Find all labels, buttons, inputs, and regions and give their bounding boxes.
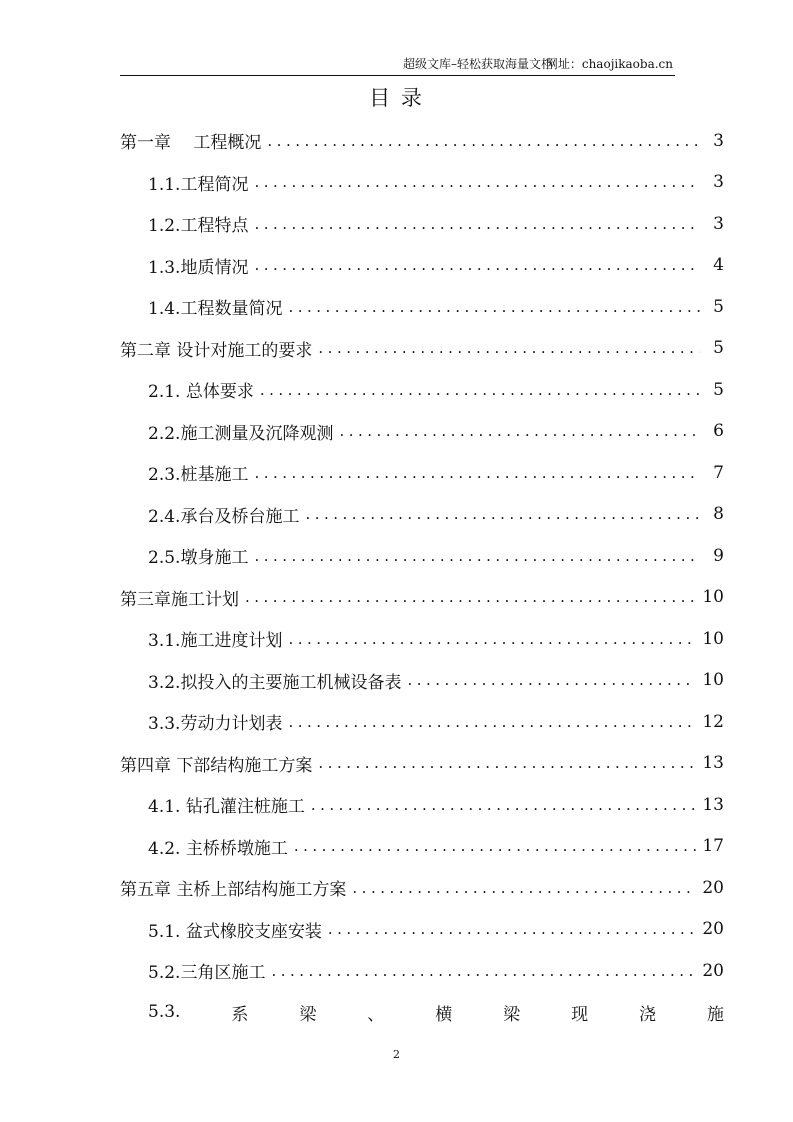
- toc-entry-page: 5: [713, 338, 724, 359]
- toc-entry[interactable]: [120, 286, 724, 328]
- toc-entry-label: 3.1.施工进度计划: [148, 631, 283, 652]
- toc-entry-label: 1.2.工程特点: [148, 216, 249, 237]
- toc-entry-page: 13: [702, 794, 724, 815]
- toc-entry-page: 6: [713, 421, 724, 442]
- toc-entry-label: 第四章 下部结构施工方案: [120, 755, 313, 776]
- toc-dot-leader: [352, 878, 696, 898]
- toc-dot-leader: [271, 961, 696, 981]
- toc-wrapped-token: 施: [706, 1004, 724, 1025]
- toc-entry-page: 10: [702, 670, 724, 691]
- toc-wrapped-token: 横: [435, 1004, 453, 1025]
- toc-dot-leader: [318, 753, 696, 773]
- toc-entry[interactable]: [120, 120, 724, 162]
- toc-entry[interactable]: [120, 411, 724, 453]
- toc-entry-label: 2.5.墩身施工: [148, 548, 249, 569]
- toc-entry-label: 3.2.拟投入的主要施工机械设备表: [148, 672, 402, 693]
- toc-entry-wrapped[interactable]: [120, 992, 772, 1034]
- toc-dot-leader: [254, 463, 700, 483]
- toc-entry-page: 5: [713, 296, 724, 317]
- toc-entry-label: 2.4.承台及桥台施工: [148, 506, 300, 527]
- toc-wrapped-token: 、: [367, 1004, 385, 1025]
- toc-entry-page: 4: [713, 255, 724, 276]
- toc-entry-label: 2.2.施工测量及沉降观测: [148, 423, 334, 444]
- toc-entry-label: 5.1. 盆式橡胶支座安装: [148, 921, 322, 942]
- toc-dot-leader: [328, 919, 697, 939]
- toc-entry-page: 20: [702, 960, 724, 981]
- toc-entry-label: 2.3.桩基施工: [148, 465, 249, 486]
- toc-entry-label: 4.2. 主桥桥墩施工: [148, 838, 288, 859]
- toc-dot-leader: [294, 836, 697, 856]
- header-site-slogan: 超级文库–轻松获取海量文档: [402, 57, 553, 71]
- toc-wrapped-token: 梁: [299, 1004, 317, 1025]
- toc-entry[interactable]: [120, 701, 724, 743]
- toc-entry-page: 3: [713, 172, 724, 193]
- toc-entry-page: 5: [713, 379, 724, 400]
- toc-entry-page: 17: [702, 836, 724, 857]
- toc-entry-page: 13: [702, 753, 724, 774]
- toc-entry[interactable]: [120, 535, 724, 577]
- toc-dot-leader: [311, 795, 697, 815]
- toc-dot-leader: [254, 255, 700, 275]
- toc-wrapped-token: 梁: [503, 1004, 521, 1025]
- toc-entry-page: 10: [702, 628, 724, 649]
- toc-dot-leader: [407, 670, 696, 690]
- toc-dot-leader: [318, 338, 700, 358]
- toc-dot-leader: [288, 629, 696, 649]
- toc-entry[interactable]: [120, 618, 724, 660]
- toc-dot-leader: [305, 504, 700, 524]
- toc-entry-page: 20: [702, 919, 724, 940]
- toc-entry[interactable]: [120, 203, 724, 245]
- toc-dot-leader: [245, 587, 696, 607]
- toc-entry[interactable]: [120, 162, 724, 204]
- toc-entry[interactable]: [120, 950, 724, 992]
- toc-entry[interactable]: [120, 784, 724, 826]
- toc-entry-page: 3: [713, 130, 724, 151]
- header-site-url: 网址：chaojikaoba.cn: [545, 57, 673, 71]
- toc-entry[interactable]: [120, 452, 724, 494]
- toc-entry-label: 1.3.地质情况: [148, 257, 249, 278]
- toc-entry[interactable]: [120, 826, 724, 868]
- toc-entry-label: 5.2.三角区施工: [148, 963, 266, 984]
- toc-entry-label: 1.1.工程简况: [148, 174, 249, 195]
- toc-entry[interactable]: [120, 369, 724, 411]
- page-header: [120, 52, 675, 76]
- toc-wrapped-token: 浇: [639, 1004, 657, 1025]
- toc-entry-page: 9: [713, 545, 724, 566]
- toc-entry[interactable]: [120, 909, 724, 951]
- table-of-contents: [120, 120, 724, 1033]
- toc-title: 目 录: [369, 86, 424, 110]
- toc-entry[interactable]: [120, 328, 724, 370]
- toc-entry-label: 2.1. 总体要求: [148, 382, 254, 403]
- page-number: 2: [393, 1048, 400, 1061]
- toc-entry[interactable]: [120, 660, 724, 702]
- toc-dot-leader: [267, 131, 700, 151]
- toc-dot-leader: [254, 214, 700, 234]
- toc-entry-label: 第五章 主桥上部结构施工方案: [120, 880, 347, 901]
- toc-entry[interactable]: [120, 743, 724, 785]
- toc-entry-label: 4.1. 钻孔灌注桩施工: [148, 797, 305, 818]
- toc-entry-page: 3: [713, 213, 724, 234]
- toc-dot-leader: [254, 172, 700, 192]
- toc-dot-leader: [288, 297, 700, 317]
- toc-entry-page: 7: [713, 462, 724, 483]
- toc-entry[interactable]: [120, 245, 724, 287]
- toc-entry-label: 1.4.工程数量简况: [148, 299, 283, 320]
- toc-dot-leader: [254, 546, 700, 566]
- toc-dot-leader: [339, 421, 700, 441]
- toc-wrapped-token: 现: [571, 1004, 589, 1025]
- toc-entry-page: 8: [713, 504, 724, 525]
- toc-entry-label: 第二章 设计对施工的要求: [120, 340, 313, 361]
- toc-entry[interactable]: [120, 867, 724, 909]
- toc-entry[interactable]: [120, 577, 724, 619]
- toc-dot-leader: [260, 380, 700, 400]
- toc-entry-label: 3.3.劳动力计划表: [148, 714, 283, 735]
- toc-entry-page: 20: [702, 877, 724, 898]
- toc-wrapped-token: 系: [231, 1004, 249, 1025]
- toc-wrapped-token: 5.3.: [148, 1002, 181, 1023]
- toc-entry-label: 第一章 工程概况: [120, 133, 262, 154]
- toc-dot-leader: [288, 712, 696, 732]
- toc-entry-label: 第三章施工计划: [120, 589, 239, 610]
- toc-entry[interactable]: [120, 494, 724, 536]
- toc-entry-page: 10: [702, 587, 724, 608]
- toc-entry-page: 12: [702, 711, 724, 732]
